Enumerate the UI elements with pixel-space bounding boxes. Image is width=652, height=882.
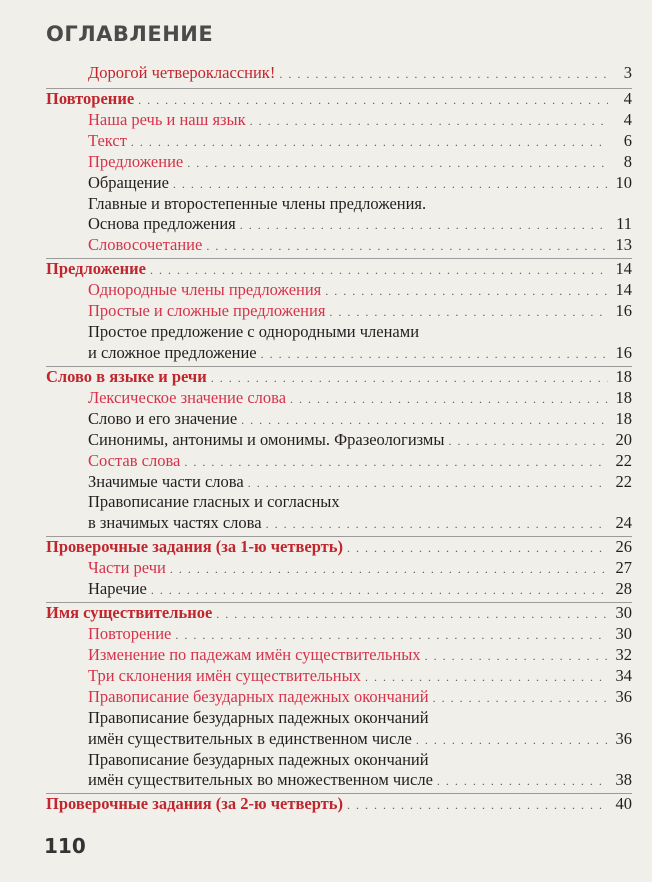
- toc-section[interactable]: [46, 367, 632, 388]
- leader-dots: [250, 111, 608, 131]
- toc-entry[interactable]: [88, 729, 632, 750]
- leader-dots: [261, 344, 608, 364]
- toc-entry-page: 14: [615, 280, 632, 299]
- toc-section-label: Проверочные задания (за 2-ю четверть): [46, 794, 343, 813]
- toc-entry-label: Повторение: [88, 624, 172, 643]
- toc-section-label: Слово в языке и речи: [46, 367, 207, 386]
- toc-entry-page: 30: [615, 624, 632, 643]
- leader-dots: [329, 302, 608, 322]
- toc-entry[interactable]: [88, 280, 632, 301]
- toc-entry[interactable]: [88, 63, 632, 84]
- toc-entry-page: 3: [623, 63, 632, 82]
- leader-dots: [448, 431, 608, 451]
- leader-dots: [170, 559, 608, 579]
- toc-section[interactable]: [46, 89, 632, 110]
- leader-dots: [433, 688, 608, 708]
- toc-entry-line: Простое предложение с однородными членами: [88, 322, 420, 341]
- leader-dots: [211, 368, 608, 388]
- toc-section-label: Повторение: [46, 89, 135, 108]
- toc-entry-line: Главные и второстепенные члены предложения.: [88, 194, 427, 213]
- toc-section-label: Проверочные задания (за 1-ю четверть): [46, 537, 343, 556]
- leader-dots: [279, 64, 608, 84]
- toc-section-page: 4: [623, 89, 632, 108]
- toc-entry-line: Правописание безударных падежных окончаний: [88, 708, 429, 727]
- toc-entry-label: Слово и его значение: [88, 409, 238, 428]
- toc-entry[interactable]: [88, 430, 632, 451]
- leader-dots: [175, 625, 608, 645]
- toc-entry[interactable]: [88, 624, 632, 645]
- toc-entry-label: и сложное предложение: [88, 343, 257, 362]
- toc-entry-page: 10: [615, 173, 632, 192]
- toc-entry-label: Обращение: [88, 173, 169, 192]
- toc-entry-page: 18: [615, 409, 632, 428]
- leader-dots: [131, 132, 608, 152]
- toc-entry-page: 36: [615, 687, 632, 706]
- toc-entry-label: Текст: [88, 131, 127, 150]
- toc-entry[interactable]: [88, 235, 632, 256]
- toc-entry[interactable]: [88, 645, 632, 666]
- toc-entry[interactable]: [88, 472, 632, 493]
- leader-dots: [187, 153, 608, 173]
- leader-dots: [241, 410, 608, 430]
- toc-entry-page: 6: [623, 131, 632, 150]
- toc-entry-page: 38: [615, 770, 632, 789]
- toc-entry[interactable]: [88, 131, 632, 152]
- toc-entry[interactable]: [88, 343, 632, 364]
- toc-entry[interactable]: [88, 214, 632, 235]
- toc-section[interactable]: [46, 259, 632, 280]
- toc-section[interactable]: [46, 537, 632, 558]
- toc-entry-page: 34: [615, 666, 632, 685]
- toc-entry-label: Основа предложения: [88, 214, 236, 233]
- toc-entry[interactable]: [88, 687, 632, 708]
- toc-entry-page: 11: [616, 214, 632, 233]
- leader-dots: [290, 389, 608, 409]
- leader-dots: [425, 646, 608, 666]
- toc-section[interactable]: [46, 794, 632, 815]
- leader-dots: [138, 90, 608, 110]
- toc-entry-label: Однородные члены предложения: [88, 280, 322, 299]
- toc-entry-label: Словосочетание: [88, 235, 203, 254]
- leader-dots: [150, 260, 608, 280]
- toc-entry[interactable]: [88, 110, 632, 131]
- leader-dots: [240, 215, 608, 235]
- toc-entry-label: Наречие: [88, 579, 147, 598]
- toc-entry-label: имён существительных в единственном числе: [88, 729, 412, 748]
- leader-dots: [184, 452, 608, 472]
- toc-entry-label: Лексическое значение слова: [88, 388, 287, 407]
- toc-entry[interactable]: [88, 152, 632, 173]
- toc-entry-label: в значимых частях слова: [88, 513, 262, 532]
- toc-entry-label: Синонимы, антонимы и омонимы. Фразеологизмы: [88, 430, 445, 449]
- toc-entry-page: 36: [615, 729, 632, 748]
- toc-entry-page: 8: [623, 152, 632, 171]
- toc-entry-label: Части речи: [88, 558, 166, 577]
- toc-entry[interactable]: [88, 301, 632, 322]
- leader-dots: [266, 514, 608, 534]
- toc-entry-label: Состав слова: [88, 451, 181, 470]
- toc-section-page: 18: [615, 367, 632, 386]
- leader-dots: [206, 236, 608, 256]
- toc-entry-page: 16: [615, 301, 632, 320]
- toc-entry-label: Наша речь и наш язык: [88, 110, 246, 129]
- toc-entry[interactable]: [88, 173, 632, 194]
- toc-entry-page: 22: [615, 451, 632, 470]
- toc-entry-page: 20: [615, 430, 632, 449]
- toc-entry[interactable]: [88, 579, 632, 600]
- toc-section[interactable]: [46, 603, 632, 624]
- toc-entry[interactable]: [88, 513, 632, 534]
- page-title: ОГЛАВЛЕНИЕ: [46, 22, 214, 46]
- toc-entry-page: 18: [615, 388, 632, 407]
- toc-entry[interactable]: [88, 388, 632, 409]
- toc-entry-page: 32: [615, 645, 632, 664]
- page-number: 110: [44, 834, 86, 858]
- toc-entry-page: 16: [615, 343, 632, 362]
- leader-dots: [365, 667, 608, 687]
- toc-entry-page: 13: [615, 235, 632, 254]
- toc-entry[interactable]: [88, 451, 632, 472]
- toc-section-page: 40: [615, 794, 632, 813]
- toc-entry-label: Значимые части слова: [88, 472, 244, 491]
- toc-section-page: 30: [615, 603, 632, 622]
- leader-dots: [248, 473, 608, 493]
- toc-entry-label: Дорогой четвероклассник!: [88, 63, 276, 82]
- toc-entry-label: Изменение по падежам имён существительных: [88, 645, 421, 664]
- toc-section-page: 26: [615, 537, 632, 556]
- toc-section-label: Предложение: [46, 259, 146, 278]
- toc-entry-label: Предложение: [88, 152, 184, 171]
- toc-entry[interactable]: [88, 770, 632, 791]
- toc-section-page: 14: [615, 259, 632, 278]
- leader-dots: [151, 580, 608, 600]
- toc-entry-line: Правописание гласных и согласных: [88, 492, 340, 511]
- toc-entry-label: Простые и сложные предложения: [88, 301, 326, 320]
- leader-dots: [325, 281, 608, 301]
- toc-entry-page: 27: [615, 558, 632, 577]
- leader-dots: [347, 795, 608, 815]
- toc-entry-label: имён существительных во множественном числе: [88, 770, 433, 789]
- toc-entry[interactable]: [88, 666, 632, 687]
- toc-entry-page: 4: [623, 110, 632, 129]
- leader-dots: [416, 730, 608, 750]
- toc-entry[interactable]: [88, 558, 632, 579]
- toc-entry-page: 28: [615, 579, 632, 598]
- toc-entry-line: Правописание безударных падежных окончаний: [88, 750, 429, 769]
- toc-entry-page: 24: [615, 513, 632, 532]
- toc-entry-label: Три склонения имён существительных: [88, 666, 361, 685]
- toc-section-label: Имя существительное: [46, 603, 213, 622]
- toc-entry-page: 22: [615, 472, 632, 491]
- leader-dots: [437, 771, 608, 791]
- leader-dots: [216, 604, 608, 624]
- toc-entry[interactable]: [88, 409, 632, 430]
- leader-dots: [347, 538, 608, 558]
- toc-entry-label: Правописание безударных падежных окончаний: [88, 687, 429, 706]
- leader-dots: [173, 174, 608, 194]
